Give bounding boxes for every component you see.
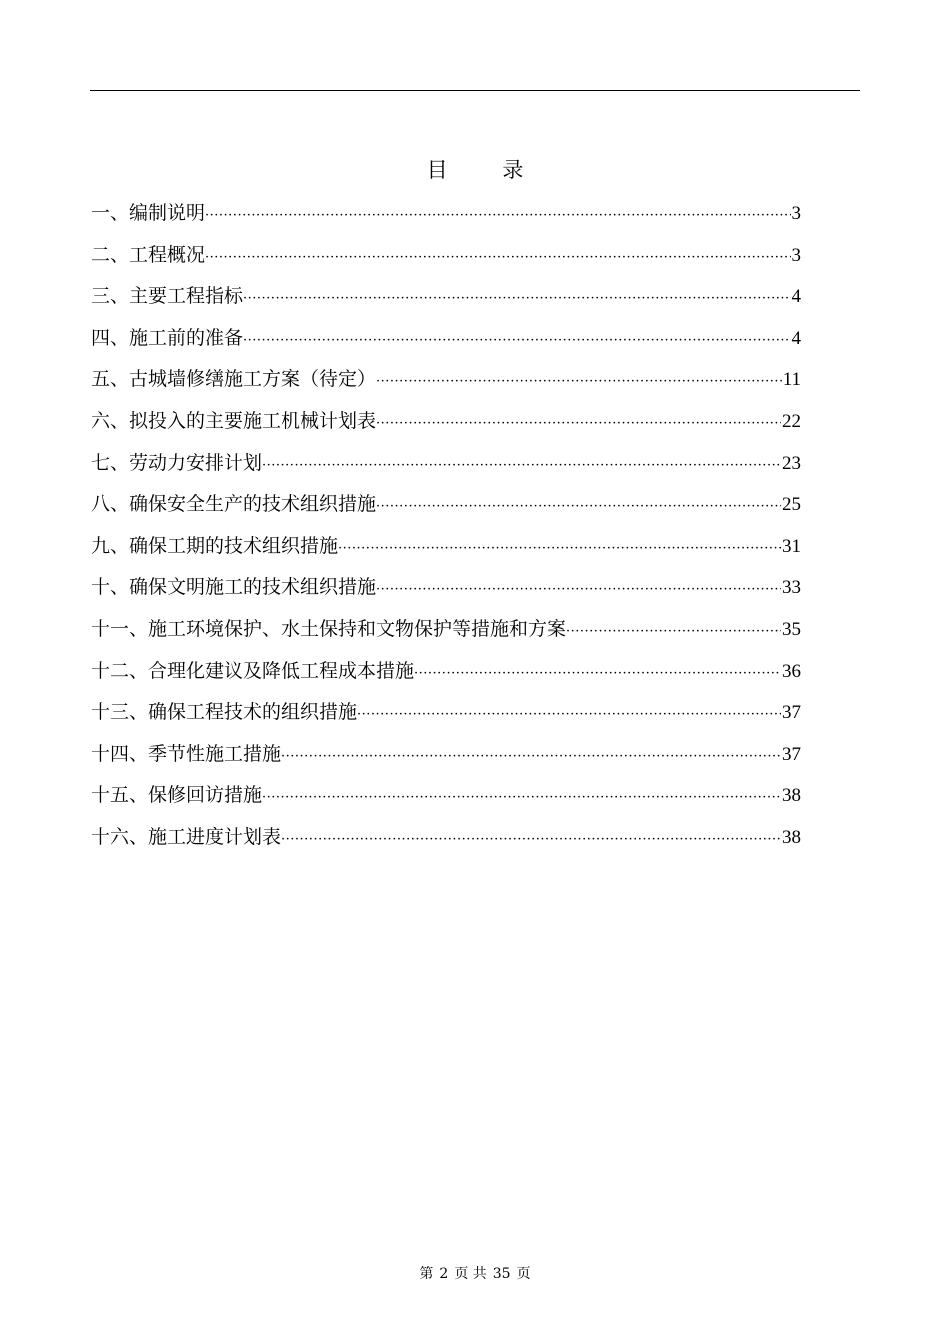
toc-item-label: 三、主要工程指标 bbox=[91, 285, 244, 308]
toc-item-page: 31 bbox=[782, 535, 801, 557]
toc-item[interactable] bbox=[91, 363, 801, 405]
toc-item-label: 十三、确保工程技术的组织措施 bbox=[91, 701, 358, 724]
toc-item-page: 22 bbox=[782, 410, 801, 432]
toc-item-label: 八、确保安全生产的技术组织措施 bbox=[91, 493, 377, 516]
toc-item-page: 3 bbox=[791, 244, 801, 266]
toc-dot-leader bbox=[414, 658, 781, 690]
toc-dot-leader bbox=[376, 491, 781, 523]
footer-middle: 页 共 bbox=[454, 1266, 487, 1282]
toc-item-page: 33 bbox=[782, 577, 801, 599]
toc-item-page: 4 bbox=[791, 327, 801, 349]
toc-item-page: 11 bbox=[782, 369, 801, 391]
toc-dot-leader bbox=[243, 325, 790, 357]
toc-dot-leader bbox=[376, 574, 781, 606]
toc-item-page: 23 bbox=[782, 452, 801, 474]
toc-item-label: 十六、施工进度计划表 bbox=[91, 825, 282, 848]
toc-item[interactable] bbox=[91, 821, 801, 863]
toc-item[interactable] bbox=[91, 280, 801, 322]
toc-item-page: 25 bbox=[782, 494, 801, 516]
footer-suffix: 页 bbox=[516, 1266, 531, 1282]
toc-item[interactable] bbox=[91, 488, 801, 530]
toc-item[interactable] bbox=[91, 530, 801, 572]
toc-dot-leader bbox=[338, 533, 781, 565]
toc-dot-leader bbox=[262, 450, 781, 482]
toc-item[interactable] bbox=[91, 738, 801, 780]
toc-item-page: 36 bbox=[782, 660, 801, 682]
toc-item[interactable] bbox=[91, 696, 801, 738]
toc-item-page: 37 bbox=[782, 702, 801, 724]
toc-item-label: 四、施工前的准备 bbox=[91, 326, 244, 349]
header-rule bbox=[90, 90, 860, 91]
footer-prefix: 第 bbox=[419, 1266, 434, 1282]
toc-item[interactable] bbox=[91, 239, 801, 281]
footer-total-pages: 35 bbox=[492, 1266, 511, 1282]
toc-item-label: 十五、保修回访措施 bbox=[91, 784, 263, 807]
toc-item[interactable] bbox=[91, 655, 801, 697]
toc-item-label: 七、劳动力安排计划 bbox=[91, 451, 263, 474]
toc-dot-leader bbox=[566, 616, 781, 648]
toc-item-label: 二、工程概况 bbox=[91, 243, 206, 266]
toc-item[interactable] bbox=[91, 613, 801, 655]
page-footer bbox=[0, 1264, 950, 1284]
toc-dot-leader bbox=[376, 366, 782, 398]
toc-item[interactable] bbox=[91, 779, 801, 821]
footer-current-page: 2 bbox=[439, 1266, 449, 1282]
toc-item-page: 35 bbox=[782, 618, 801, 640]
toc-item-label: 一、编制说明 bbox=[91, 202, 206, 224]
toc-dot-leader bbox=[205, 200, 790, 232]
toc-dot-leader bbox=[281, 824, 781, 856]
toc-item-page: 38 bbox=[782, 826, 801, 848]
toc-item[interactable] bbox=[91, 405, 801, 447]
toc-dot-leader bbox=[243, 283, 790, 315]
toc-item-label: 十二、合理化建议及降低工程成本措施 bbox=[91, 659, 415, 682]
toc-item[interactable] bbox=[91, 447, 801, 489]
toc-item-page: 38 bbox=[782, 785, 801, 807]
toc-item-label: 六、拟投入的主要施工机械计划表 bbox=[91, 409, 377, 432]
toc-dot-leader bbox=[376, 408, 781, 440]
toc-item[interactable] bbox=[91, 197, 801, 239]
toc-dot-leader bbox=[262, 782, 781, 814]
toc-item-label: 十四、季节性施工措施 bbox=[91, 742, 282, 765]
toc-item-label: 五、古城墙修缮施工方案（待定） bbox=[91, 368, 377, 391]
toc-item-label: 十一、施工环境保护、水土保持和文物保护等措施和方案 bbox=[91, 617, 567, 640]
toc-item-page: 3 bbox=[791, 203, 801, 224]
toc-item-page: 37 bbox=[782, 743, 801, 765]
toc-item-label: 十、确保文明施工的技术组织措施 bbox=[91, 576, 377, 599]
toc-dot-leader bbox=[205, 242, 790, 274]
toc-list bbox=[91, 197, 801, 863]
toc-item-page: 4 bbox=[791, 286, 801, 308]
toc-item[interactable] bbox=[91, 322, 801, 364]
toc-title: 目 录 bbox=[426, 158, 548, 182]
toc-item[interactable] bbox=[91, 571, 801, 613]
toc-item-label: 九、确保工期的技术组织措施 bbox=[91, 534, 339, 557]
toc-dot-leader bbox=[357, 699, 781, 731]
toc-dot-leader bbox=[281, 741, 781, 773]
